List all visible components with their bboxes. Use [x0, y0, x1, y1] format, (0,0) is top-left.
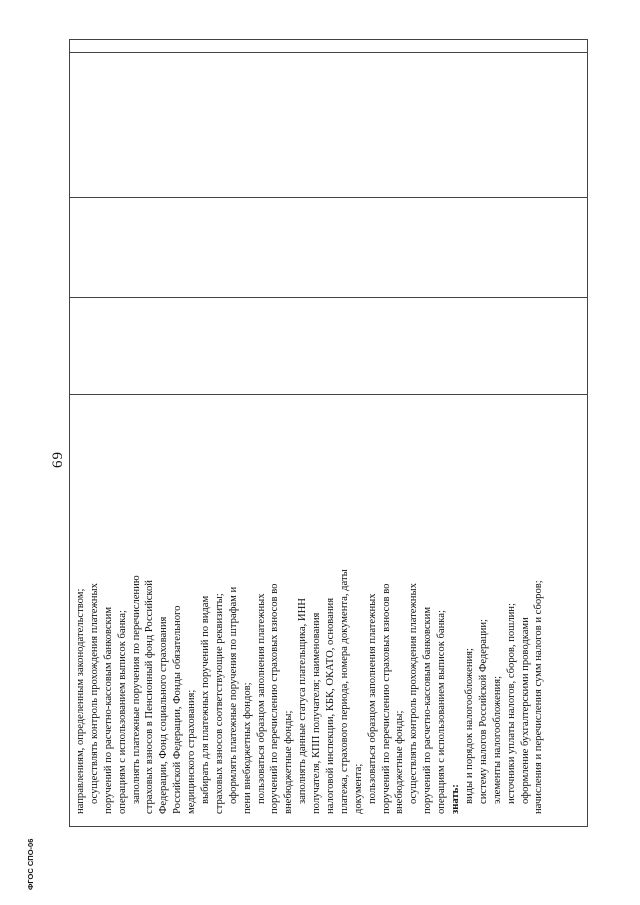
- text-line: налоговой инспекции, КБК, ОКАТО, основания: [325, 597, 337, 814]
- column-divider: [70, 394, 587, 395]
- text-line: осуществлять контроль прохождения платежных: [408, 583, 420, 804]
- text-line: поручений по перечислению страховых взносов во: [380, 583, 392, 814]
- text-line: выбирать для платежных поручений по видам: [200, 595, 212, 804]
- text-line: поручений по перечислению страховых взносов во: [269, 583, 281, 814]
- text-line: заполнять данные статуса плательщика, ИНН: [297, 598, 309, 804]
- text-line: Российской Федерации, Фонды обязательного: [172, 605, 184, 814]
- text-line: оформлять платежные поручения по штрафам и: [227, 586, 239, 804]
- text-line: документа;: [352, 763, 364, 814]
- text-line: медицинского страхования;: [186, 689, 198, 814]
- text-line: систему налогов Российской Федерации;: [477, 619, 489, 804]
- text-line: поручений по расчетно-кассовым банковским: [102, 606, 114, 814]
- text-line: оформление бухгалтерскими проводками: [519, 617, 531, 804]
- page-number: 69: [50, 451, 66, 468]
- column-divider: [70, 197, 587, 198]
- text-line: Федерации, Фонд социального страхования: [158, 616, 170, 814]
- text-line: знать:: [450, 784, 462, 814]
- skills-knowledge-cell: [74, 404, 546, 814]
- text-line: направлениям, определенным законодательством;: [75, 588, 86, 814]
- text-line: страховых взносов в Пенсионный фонд Российской: [144, 580, 156, 814]
- text-line: пользоваться образцом заполнения платежных: [366, 593, 378, 804]
- text-line: внебюджетные фонды;: [394, 710, 406, 814]
- content-table: [69, 39, 588, 827]
- text-line: виды и порядок налогообложения;: [463, 648, 475, 804]
- text-line: осуществлять контроль прохождения платежных: [88, 583, 100, 804]
- text-line: страховых взносов соответствующие реквизиты;: [213, 593, 225, 814]
- text-line: элементы налогообложения;: [491, 675, 503, 804]
- text-line: пени внебюджетных фондов;: [241, 682, 253, 814]
- text-line: платежа, страхового периода, номера документа, даты: [338, 569, 350, 814]
- text-line: источники уплаты налогов, сборов, пошлин;: [505, 603, 517, 804]
- text-line: пользоваться образцом заполнения платежных: [255, 593, 267, 804]
- text-line: заполнять платежные поручения по перечислению: [130, 575, 142, 804]
- text-line: операциям с использованием выписок банка;: [436, 610, 448, 814]
- text-line: внебюджетные фонды;: [283, 710, 295, 814]
- footer-code: ФГОС СПО-06: [26, 838, 35, 890]
- text-line: начисления и перечисления сумм налогов и сборов;: [533, 580, 545, 814]
- text-line: поручений по расчетно-кассовым банковским: [422, 606, 434, 814]
- column-divider: [70, 297, 587, 298]
- column-divider: [70, 52, 587, 53]
- text-line: получателя, КПП получателя; наименования: [311, 612, 323, 814]
- text-line: операциям с использованием выписок банка;: [116, 610, 128, 814]
